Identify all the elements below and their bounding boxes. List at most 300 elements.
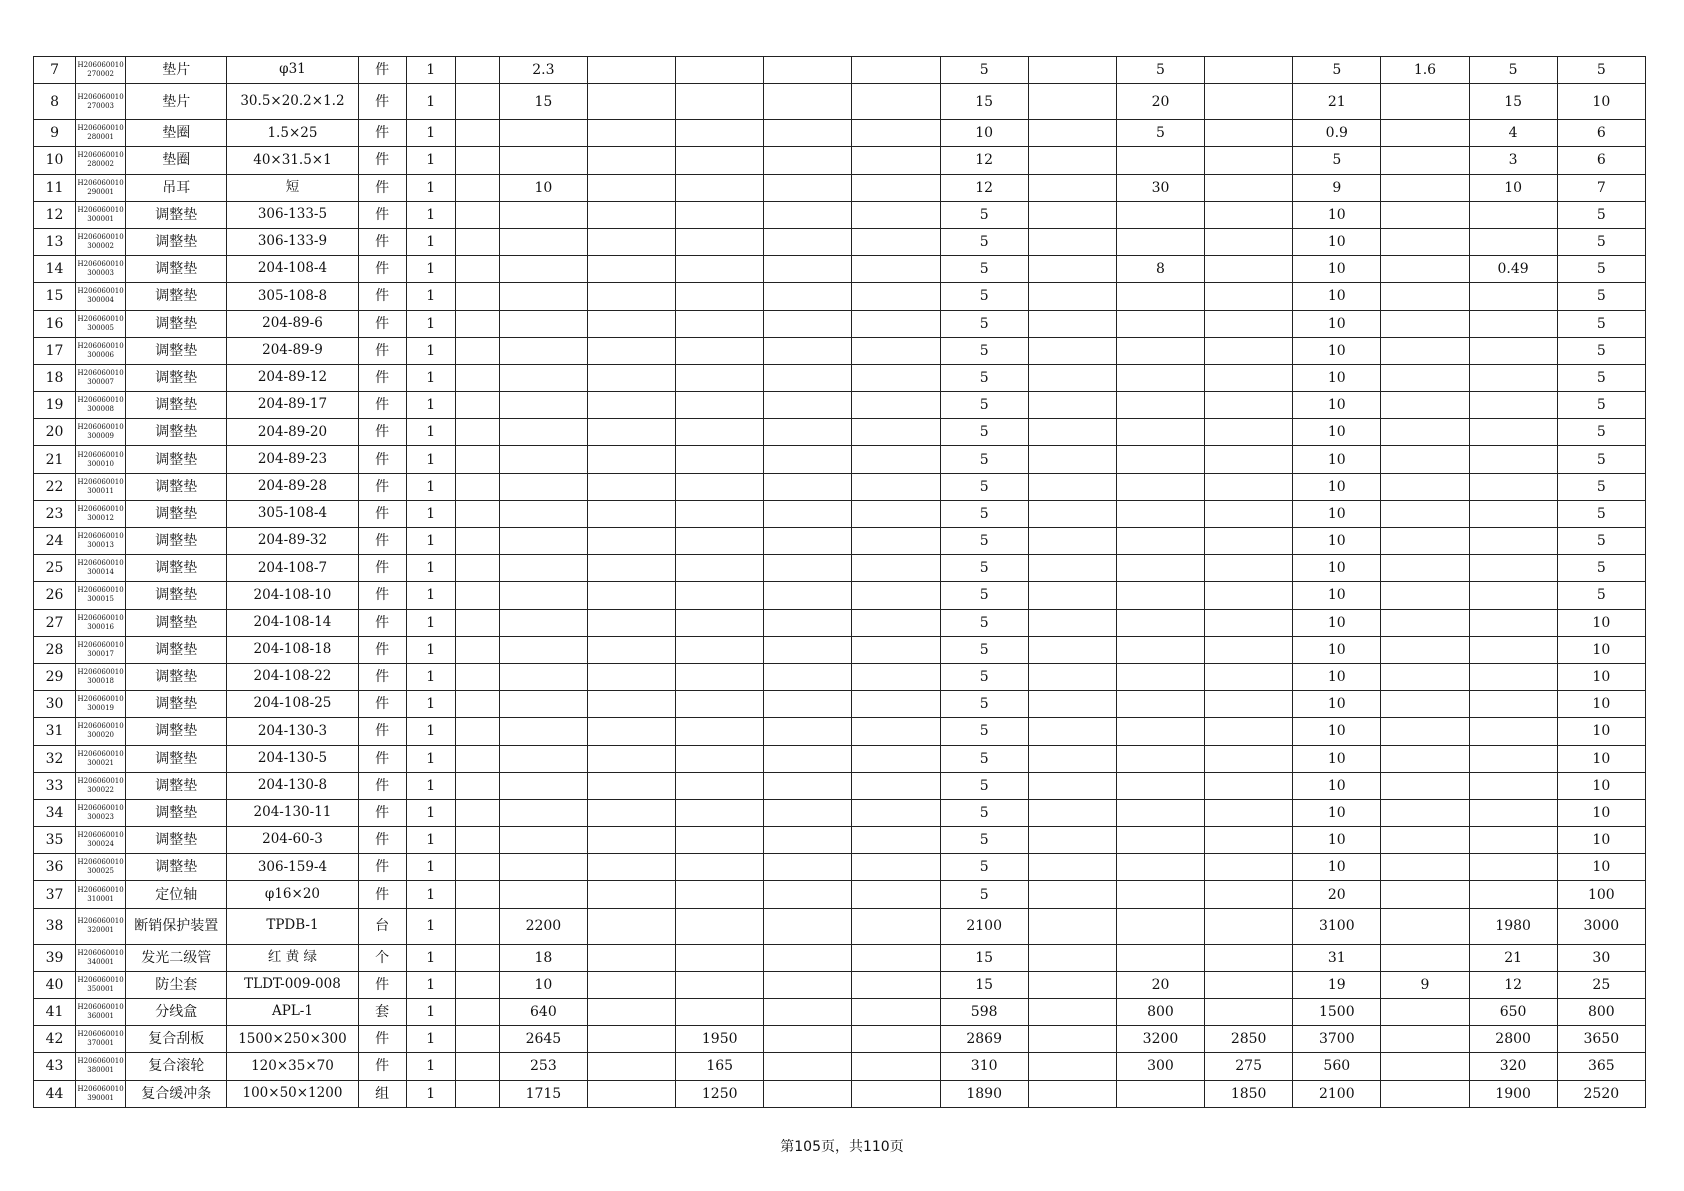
cell-col-l <box>852 84 940 120</box>
cell-quantity: 1 <box>406 745 455 772</box>
cell-col-m: 5 <box>940 881 1028 908</box>
cell-col-t: 10 <box>1557 718 1645 745</box>
cell-col-s <box>1469 772 1557 799</box>
cell-col-k <box>764 908 852 944</box>
cell-col-k <box>764 310 852 337</box>
cell-col-p <box>1205 310 1293 337</box>
cell-col-p <box>1205 337 1293 364</box>
cell-col-k <box>764 944 852 971</box>
cell-col-m: 1890 <box>940 1080 1028 1107</box>
cell-col-h <box>499 147 587 174</box>
cell-material-code: H206060010 380001 <box>76 1053 126 1080</box>
cell-col-t: 5 <box>1557 256 1645 283</box>
cell-material-code: H206060010 300007 <box>76 364 126 391</box>
cell-col-m: 5 <box>940 555 1028 582</box>
cell-material-code: H206060010 300005 <box>76 310 126 337</box>
cell-col-l <box>852 419 940 446</box>
cell-specification: 204-130-8 <box>227 772 358 799</box>
cell-item-name: 调整垫 <box>126 364 227 391</box>
cell-col-t: 5 <box>1557 419 1645 446</box>
cell-col-l <box>852 1080 940 1107</box>
cell-quantity: 1 <box>406 364 455 391</box>
cell-item-name: 调整垫 <box>126 745 227 772</box>
cell-col-r <box>1381 582 1469 609</box>
cell-unit: 件 <box>358 364 406 391</box>
cell-col-t: 10 <box>1557 636 1645 663</box>
cell-col-q: 10 <box>1293 663 1381 690</box>
cell-seq: 33 <box>34 772 76 799</box>
table-row <box>34 84 1646 120</box>
cell-item-name: 复合刮板 <box>126 1026 227 1053</box>
cell-col-q: 20 <box>1293 881 1381 908</box>
cell-quantity: 1 <box>406 908 455 944</box>
cell-unit: 件 <box>358 392 406 419</box>
cell-col-k <box>764 528 852 555</box>
cell-col-m: 5 <box>940 582 1028 609</box>
cell-material-code: H206060010 300011 <box>76 473 126 500</box>
cell-unit: 件 <box>358 256 406 283</box>
cell-material-code: H206060010 300013 <box>76 528 126 555</box>
cell-col-n <box>1028 147 1116 174</box>
cell-col-j <box>676 473 764 500</box>
cell-col-r <box>1381 256 1469 283</box>
cell-quantity: 1 <box>406 201 455 228</box>
cell-col-k <box>764 555 852 582</box>
cell-unit: 件 <box>358 473 406 500</box>
cell-col-s <box>1469 881 1557 908</box>
cell-col-m: 2869 <box>940 1026 1028 1053</box>
cell-col-q: 10 <box>1293 745 1381 772</box>
cell-col-o <box>1116 419 1204 446</box>
cell-col-g <box>455 174 499 201</box>
cell-col-l <box>852 337 940 364</box>
cell-material-code: H206060010 300024 <box>76 827 126 854</box>
cell-col-i <box>587 908 675 944</box>
cell-col-r <box>1381 691 1469 718</box>
cell-col-p <box>1205 57 1293 84</box>
cell-material-code: H206060010 320001 <box>76 908 126 944</box>
cell-col-o <box>1116 555 1204 582</box>
cell-col-j <box>676 881 764 908</box>
cell-material-code: H206060010 300012 <box>76 500 126 527</box>
cell-col-h <box>499 827 587 854</box>
cell-col-t: 10 <box>1557 772 1645 799</box>
cell-col-r <box>1381 528 1469 555</box>
cell-col-t: 5 <box>1557 528 1645 555</box>
cell-col-s <box>1469 337 1557 364</box>
cell-col-s: 4 <box>1469 120 1557 147</box>
cell-col-t: 6 <box>1557 120 1645 147</box>
cell-col-l <box>852 283 940 310</box>
cell-col-q: 10 <box>1293 691 1381 718</box>
cell-col-m: 15 <box>940 84 1028 120</box>
cell-col-j <box>676 120 764 147</box>
cell-col-t: 10 <box>1557 854 1645 881</box>
cell-col-p <box>1205 663 1293 690</box>
cell-col-k <box>764 473 852 500</box>
cell-col-t: 365 <box>1557 1053 1645 1080</box>
cell-specification: 100×50×1200 <box>227 1080 358 1107</box>
cell-col-o <box>1116 1080 1204 1107</box>
cell-col-r <box>1381 999 1469 1026</box>
cell-col-t: 6 <box>1557 147 1645 174</box>
cell-col-r <box>1381 663 1469 690</box>
cell-col-s <box>1469 827 1557 854</box>
cell-col-t: 10 <box>1557 799 1645 826</box>
cell-quantity: 1 <box>406 663 455 690</box>
cell-col-s: 12 <box>1469 971 1557 998</box>
cell-item-name: 调整垫 <box>126 636 227 663</box>
cell-col-m: 5 <box>940 663 1028 690</box>
cell-seq: 21 <box>34 446 76 473</box>
cell-col-s: 10 <box>1469 174 1557 201</box>
cell-specification: 305-108-8 <box>227 283 358 310</box>
cell-col-g <box>455 745 499 772</box>
cell-col-g <box>455 609 499 636</box>
cell-quantity: 1 <box>406 944 455 971</box>
cell-unit: 件 <box>358 1053 406 1080</box>
cell-col-t: 5 <box>1557 283 1645 310</box>
cell-col-p <box>1205 528 1293 555</box>
cell-col-t: 5 <box>1557 57 1645 84</box>
cell-unit: 件 <box>358 881 406 908</box>
cell-col-l <box>852 908 940 944</box>
cell-col-t: 10 <box>1557 663 1645 690</box>
cell-seq: 36 <box>34 854 76 881</box>
cell-unit: 件 <box>358 609 406 636</box>
cell-quantity: 1 <box>406 174 455 201</box>
cell-unit: 件 <box>358 120 406 147</box>
cell-col-r: 1.6 <box>1381 57 1469 84</box>
cell-item-name: 调整垫 <box>126 827 227 854</box>
cell-col-n <box>1028 419 1116 446</box>
cell-col-m: 598 <box>940 999 1028 1026</box>
cell-col-q: 10 <box>1293 337 1381 364</box>
cell-item-name: 调整垫 <box>126 799 227 826</box>
cell-col-i <box>587 528 675 555</box>
cell-col-t: 800 <box>1557 999 1645 1026</box>
cell-col-s <box>1469 799 1557 826</box>
cell-specification: 204-108-14 <box>227 609 358 636</box>
cell-quantity: 1 <box>406 473 455 500</box>
table-row <box>34 228 1646 255</box>
cell-col-p <box>1205 147 1293 174</box>
cell-col-p <box>1205 908 1293 944</box>
cell-col-j <box>676 691 764 718</box>
cell-col-o <box>1116 636 1204 663</box>
cell-col-k <box>764 256 852 283</box>
cell-col-q: 10 <box>1293 473 1381 500</box>
cell-col-l <box>852 201 940 228</box>
cell-col-g <box>455 999 499 1026</box>
cell-col-i <box>587 745 675 772</box>
cell-col-m: 15 <box>940 944 1028 971</box>
cell-col-o <box>1116 718 1204 745</box>
table-row <box>34 201 1646 228</box>
cell-col-r <box>1381 636 1469 663</box>
cell-col-o <box>1116 500 1204 527</box>
cell-col-h: 1715 <box>499 1080 587 1107</box>
cell-col-p <box>1205 745 1293 772</box>
cell-col-t: 5 <box>1557 555 1645 582</box>
cell-col-i <box>587 364 675 391</box>
cell-col-g <box>455 310 499 337</box>
cell-material-code: H206060010 280001 <box>76 120 126 147</box>
cell-col-h <box>499 419 587 446</box>
table-row <box>34 636 1646 663</box>
cell-item-name: 调整垫 <box>126 337 227 364</box>
cell-col-j <box>676 84 764 120</box>
cell-material-code: H206060010 310001 <box>76 881 126 908</box>
cell-unit: 件 <box>358 827 406 854</box>
cell-col-m: 15 <box>940 971 1028 998</box>
cell-col-k <box>764 446 852 473</box>
cell-col-h: 2200 <box>499 908 587 944</box>
cell-col-l <box>852 691 940 718</box>
cell-specification: 204-130-3 <box>227 718 358 745</box>
cell-col-i <box>587 256 675 283</box>
cell-quantity: 1 <box>406 636 455 663</box>
cell-col-r <box>1381 718 1469 745</box>
cell-col-i <box>587 971 675 998</box>
cell-col-q: 21 <box>1293 84 1381 120</box>
cell-col-m: 5 <box>940 283 1028 310</box>
cell-col-s <box>1469 283 1557 310</box>
cell-col-g <box>455 881 499 908</box>
cell-col-p <box>1205 772 1293 799</box>
cell-col-l <box>852 1026 940 1053</box>
cell-item-name: 调整垫 <box>126 446 227 473</box>
table-row <box>34 283 1646 310</box>
cell-col-s: 21 <box>1469 944 1557 971</box>
cell-col-h <box>499 256 587 283</box>
cell-specification: 30.5×20.2×1.2 <box>227 84 358 120</box>
cell-col-i <box>587 473 675 500</box>
cell-col-s: 5 <box>1469 57 1557 84</box>
cell-item-name: 调整垫 <box>126 609 227 636</box>
cell-col-i <box>587 446 675 473</box>
cell-col-r <box>1381 1026 1469 1053</box>
cell-col-n <box>1028 1053 1116 1080</box>
cell-quantity: 1 <box>406 84 455 120</box>
cell-col-g <box>455 827 499 854</box>
cell-material-code: H206060010 300017 <box>76 636 126 663</box>
cell-col-q: 1500 <box>1293 999 1381 1026</box>
cell-col-h <box>499 228 587 255</box>
cell-col-n <box>1028 174 1116 201</box>
cell-col-i <box>587 718 675 745</box>
cell-col-h <box>499 745 587 772</box>
cell-unit: 件 <box>358 636 406 663</box>
cell-col-t: 5 <box>1557 473 1645 500</box>
cell-item-name: 防尘套 <box>126 971 227 998</box>
cell-unit: 件 <box>358 174 406 201</box>
cell-material-code: H206060010 300020 <box>76 718 126 745</box>
cell-col-j <box>676 827 764 854</box>
cell-unit: 件 <box>358 446 406 473</box>
cell-col-r <box>1381 745 1469 772</box>
cell-col-p: 1850 <box>1205 1080 1293 1107</box>
cell-col-t: 10 <box>1557 745 1645 772</box>
cell-item-name: 发光二级管 <box>126 944 227 971</box>
cell-unit: 件 <box>358 1026 406 1053</box>
cell-col-h: 2.3 <box>499 57 587 84</box>
cell-material-code: H206060010 300003 <box>76 256 126 283</box>
cell-specification: 204-108-4 <box>227 256 358 283</box>
cell-col-k <box>764 718 852 745</box>
cell-seq: 37 <box>34 881 76 908</box>
cell-col-h: 2645 <box>499 1026 587 1053</box>
cell-item-name: 调整垫 <box>126 500 227 527</box>
cell-col-l <box>852 174 940 201</box>
cell-unit: 组 <box>358 1080 406 1107</box>
cell-col-s: 0.49 <box>1469 256 1557 283</box>
cell-col-t: 10 <box>1557 827 1645 854</box>
cell-material-code: H206060010 300021 <box>76 745 126 772</box>
cell-col-q: 10 <box>1293 772 1381 799</box>
cell-col-i <box>587 691 675 718</box>
cell-col-k <box>764 1026 852 1053</box>
cell-col-o: 5 <box>1116 57 1204 84</box>
cell-col-h: 15 <box>499 84 587 120</box>
cell-col-t: 7 <box>1557 174 1645 201</box>
cell-col-t: 25 <box>1557 971 1645 998</box>
cell-unit: 件 <box>358 147 406 174</box>
cell-specification: 204-108-22 <box>227 663 358 690</box>
cell-col-i <box>587 609 675 636</box>
cell-material-code: H206060010 300014 <box>76 555 126 582</box>
cell-col-j <box>676 745 764 772</box>
cell-col-k <box>764 500 852 527</box>
cell-col-q: 0.9 <box>1293 120 1381 147</box>
cell-col-l <box>852 718 940 745</box>
cell-col-k <box>764 147 852 174</box>
cell-item-name: 调整垫 <box>126 310 227 337</box>
cell-col-j <box>676 854 764 881</box>
cell-col-h: 253 <box>499 1053 587 1080</box>
cell-quantity: 1 <box>406 718 455 745</box>
cell-col-l <box>852 636 940 663</box>
cell-col-l <box>852 392 940 419</box>
cell-col-s <box>1469 528 1557 555</box>
cell-col-m: 5 <box>940 799 1028 826</box>
table-row <box>34 57 1646 84</box>
cell-col-i <box>587 944 675 971</box>
cell-col-j <box>676 663 764 690</box>
cell-col-s: 650 <box>1469 999 1557 1026</box>
cell-quantity: 1 <box>406 283 455 310</box>
cell-seq: 38 <box>34 908 76 944</box>
cell-col-t: 10 <box>1557 84 1645 120</box>
cell-col-r <box>1381 827 1469 854</box>
cell-col-k <box>764 663 852 690</box>
cell-col-o: 3200 <box>1116 1026 1204 1053</box>
cell-col-o <box>1116 228 1204 255</box>
cell-col-s <box>1469 609 1557 636</box>
cell-specification: 204-130-5 <box>227 745 358 772</box>
cell-col-j <box>676 799 764 826</box>
table-row <box>34 999 1646 1026</box>
table-row <box>34 718 1646 745</box>
cell-col-n <box>1028 84 1116 120</box>
cell-col-n <box>1028 745 1116 772</box>
cell-col-k <box>764 772 852 799</box>
cell-item-name: 调整垫 <box>126 555 227 582</box>
cell-col-r <box>1381 772 1469 799</box>
cell-seq: 26 <box>34 582 76 609</box>
parts-price-table <box>33 56 1646 1108</box>
cell-unit: 台 <box>358 908 406 944</box>
cell-col-o: 20 <box>1116 971 1204 998</box>
cell-material-code: H206060010 300010 <box>76 446 126 473</box>
cell-col-h <box>499 772 587 799</box>
cell-col-n <box>1028 57 1116 84</box>
cell-col-p <box>1205 636 1293 663</box>
cell-seq: 19 <box>34 392 76 419</box>
cell-item-name: 调整垫 <box>126 663 227 690</box>
cell-col-o <box>1116 283 1204 310</box>
cell-col-m: 5 <box>940 745 1028 772</box>
cell-col-i <box>587 337 675 364</box>
cell-col-k <box>764 827 852 854</box>
cell-col-n <box>1028 609 1116 636</box>
cell-col-s <box>1469 201 1557 228</box>
cell-seq: 24 <box>34 528 76 555</box>
cell-col-i <box>587 392 675 419</box>
table-row <box>34 147 1646 174</box>
cell-col-n <box>1028 120 1116 147</box>
cell-col-j <box>676 999 764 1026</box>
cell-quantity: 1 <box>406 799 455 826</box>
cell-col-r <box>1381 120 1469 147</box>
cell-col-m: 5 <box>940 718 1028 745</box>
cell-item-name: 调整垫 <box>126 473 227 500</box>
cell-specification: 204-108-10 <box>227 582 358 609</box>
cell-col-k <box>764 84 852 120</box>
cell-quantity: 1 <box>406 310 455 337</box>
cell-item-name: 调整垫 <box>126 582 227 609</box>
cell-specification: 1500×250×300 <box>227 1026 358 1053</box>
cell-col-o: 300 <box>1116 1053 1204 1080</box>
cell-col-q: 10 <box>1293 799 1381 826</box>
cell-col-i <box>587 663 675 690</box>
cell-col-o <box>1116 609 1204 636</box>
cell-col-p <box>1205 446 1293 473</box>
cell-quantity: 1 <box>406 528 455 555</box>
cell-col-o: 20 <box>1116 84 1204 120</box>
cell-col-t: 3650 <box>1557 1026 1645 1053</box>
cell-col-g <box>455 528 499 555</box>
cell-col-q: 10 <box>1293 555 1381 582</box>
cell-col-n <box>1028 201 1116 228</box>
cell-specification: 305-108-4 <box>227 500 358 527</box>
cell-seq: 32 <box>34 745 76 772</box>
cell-material-code: H206060010 390001 <box>76 1080 126 1107</box>
cell-quantity: 1 <box>406 999 455 1026</box>
cell-col-r: 9 <box>1381 971 1469 998</box>
cell-col-g <box>455 971 499 998</box>
cell-col-q: 10 <box>1293 827 1381 854</box>
cell-col-o <box>1116 147 1204 174</box>
table-row <box>34 854 1646 881</box>
cell-col-m: 5 <box>940 310 1028 337</box>
cell-col-n <box>1028 555 1116 582</box>
table-row <box>34 609 1646 636</box>
table-row <box>34 256 1646 283</box>
cell-unit: 件 <box>358 57 406 84</box>
cell-col-k <box>764 609 852 636</box>
cell-seq: 10 <box>34 147 76 174</box>
